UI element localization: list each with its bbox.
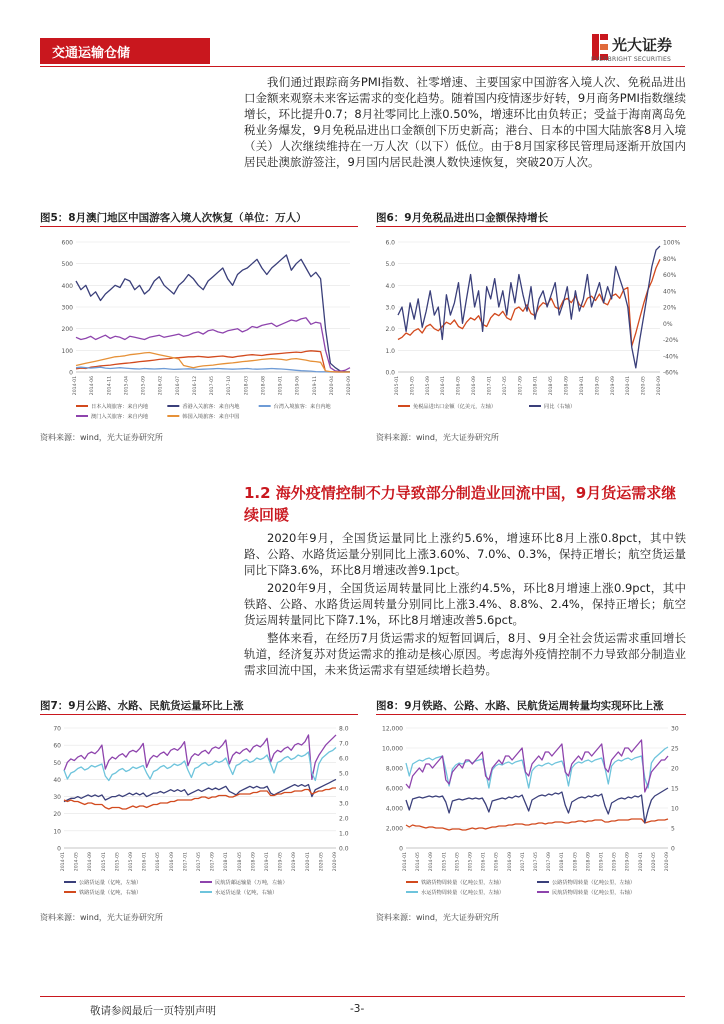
fig7-xtick: 2017-01 xyxy=(183,852,189,872)
fig5-xtick: 2019-06 xyxy=(295,376,301,396)
fig8-xtick: 2020-05 xyxy=(651,852,657,872)
fig5-legend-label: 台湾入境旅客：来自内地 xyxy=(273,404,331,411)
fig5-xtick: 2018-03 xyxy=(244,376,250,396)
fig6-ytick-right: 0% xyxy=(663,320,673,328)
fig5-xtick: 2019-01 xyxy=(278,376,284,396)
fig5-xtick: 2016-02 xyxy=(158,376,164,396)
fig7-xtick: 2020-01 xyxy=(305,852,311,872)
fig7-legend-label: 公路货运量（亿吨，左轴） xyxy=(79,880,142,887)
figure-8-rule xyxy=(376,714,686,715)
fig6-ytick-left: 0.0 xyxy=(385,369,395,377)
fig7-xtick: 2015-09 xyxy=(129,852,134,872)
fig7-xtick: 2017-09 xyxy=(210,852,216,872)
fig7-xtick: 2020-05 xyxy=(319,852,325,872)
fig5-series-line-4 xyxy=(76,318,350,372)
fig8-xtick: 2017-01 xyxy=(520,852,526,872)
fig6-xtick: 2016-09 xyxy=(472,376,478,396)
fig6-ytick-left: 5.0 xyxy=(385,261,395,269)
figure-6-title: 图6：9月免税品进出口金额保持增长 xyxy=(376,212,549,224)
logo-english: EVERBRIGHT SECURITIES xyxy=(591,56,671,63)
fig7-xtick: 2014-05 xyxy=(74,852,80,872)
fig6-xtick: 2018-09 xyxy=(564,376,570,396)
fig8-xtick: 2017-05 xyxy=(534,852,539,872)
fig6-xtick: 2018-01 xyxy=(533,376,539,396)
fig8-xtick: 2018-01 xyxy=(560,852,566,872)
fig8-legend-label: 民航货物周转量（亿吨公里，右轴） xyxy=(552,890,636,897)
fig8-series-line-3 xyxy=(406,747,668,788)
fig8-xtick: 2020-09 xyxy=(665,852,670,872)
fig8-legend-label: 铁路货物周转量（亿吨公里，左轴） xyxy=(421,880,505,887)
figure-5-source: 资料来源：wind，光大证券研究所 xyxy=(40,433,163,442)
figure-8-title: 图8：9月铁路、公路、水路、民航货运周转量均实现环比上涨 xyxy=(376,700,664,712)
figure-5 xyxy=(40,210,358,450)
figure-6 xyxy=(376,210,686,450)
fig8-xtick: 2017-09 xyxy=(547,852,553,872)
figure-7 xyxy=(40,698,358,928)
fig7-ytick-left: 20 xyxy=(53,811,61,819)
fig8-ytick-left: 8,000 xyxy=(385,765,403,773)
fig7-xtick: 2017-05 xyxy=(197,852,202,872)
fig6-xtick: 2017-09 xyxy=(518,376,524,396)
figure-5-chart xyxy=(40,232,358,428)
fig6-xtick: 2015-05 xyxy=(410,376,416,396)
fig5-ytick-left: 600 xyxy=(61,239,73,247)
fig7-ytick-left: 0 xyxy=(57,845,61,853)
fig6-legend-label: 免税品进出口金额（亿美元，左轴） xyxy=(413,404,497,411)
fig6-ytick-left: 3.0 xyxy=(385,304,395,312)
fig7-xtick: 2019-01 xyxy=(265,852,270,872)
fig8-ytick-right: 10 xyxy=(671,805,679,813)
fig6-xtick: 2019-01 xyxy=(579,376,585,396)
fig7-xtick: 2018-05 xyxy=(237,852,243,872)
fig8-xtick: 2016-01 xyxy=(481,852,487,872)
fig7-ytick-right: 5.0 xyxy=(339,770,349,778)
fig6-xtick: 2020-09 xyxy=(657,376,662,396)
fig6-ytick-left: 4.0 xyxy=(385,282,395,290)
fig7-xtick: 2016-05 xyxy=(156,852,162,872)
figure-6-rule xyxy=(376,226,686,227)
fig6-ytick-right: -60% xyxy=(663,369,679,377)
fig8-xtick: 2014-09 xyxy=(429,852,435,872)
fig8-ytick-left: 6,000 xyxy=(385,785,403,793)
fig7-xtick: 2015-05 xyxy=(115,852,121,872)
fig5-ytick-left: 300 xyxy=(61,304,73,312)
fig7-ytick-left: 70 xyxy=(53,725,61,733)
fig5-ytick-left: 500 xyxy=(61,261,73,269)
fig7-ytick-right: 2.0 xyxy=(339,815,349,823)
fig7-ytick-right: 6.0 xyxy=(339,755,349,763)
fig6-xtick: 2020-01 xyxy=(626,376,632,396)
figure-7-rule xyxy=(40,714,358,715)
fig6-xtick: 2020-05 xyxy=(641,376,647,396)
fig5-xtick: 2020-09 xyxy=(347,376,352,396)
fig8-xtick: 2015-05 xyxy=(455,852,461,872)
fig8-ytick-left: 12,000 xyxy=(382,725,403,733)
fig8-ytick-right: 15 xyxy=(671,785,679,793)
fig8-ytick-right: 25 xyxy=(671,745,679,753)
fig8-xtick: 2016-05 xyxy=(494,852,500,872)
fig5-ytick-left: 400 xyxy=(61,282,73,290)
fig5-xtick: 2014-11 xyxy=(107,376,113,396)
fig8-xtick: 2014-05 xyxy=(416,852,422,872)
fig5-xtick: 2020-04 xyxy=(329,376,335,396)
paragraph-1: 2020年9月，全国货运量同比上涨约5.6%，增速环比8月上涨0.8pct，其中铁路、公路、水路货运量分别同比上涨3.60%、7.0%、0.3%，保持正增长；航空货运量同比下降3.6%，环比8月增速改善9.1pct。 xyxy=(244,531,686,577)
fig8-xtick: 2016-09 xyxy=(507,852,513,872)
fig8-ytick-right: 0 xyxy=(671,845,675,853)
fig7-ytick-left: 50 xyxy=(53,759,61,767)
fig7-ytick-right: 8.0 xyxy=(339,725,349,733)
fig6-ytick-right: -40% xyxy=(663,353,679,361)
fig5-xtick: 2016-12 xyxy=(192,376,198,396)
fig8-ytick-left: 0 xyxy=(399,845,403,853)
fig7-legend-label: 水运货运量（亿吨，右轴） xyxy=(215,890,278,897)
fig7-legend-label: 铁路货运量（亿吨，右轴） xyxy=(79,890,142,897)
fig6-ytick-right: 40% xyxy=(663,288,677,296)
fig7-ytick-left: 40 xyxy=(53,776,61,784)
fig6-ytick-left: 2.0 xyxy=(385,326,395,334)
fig6-ytick-right: 20% xyxy=(663,304,677,312)
figure-7-title: 图7：9月公路、水路、民航货运量环比上涨 xyxy=(40,700,244,712)
fig8-ytick-left: 10,000 xyxy=(382,745,403,753)
fig8-xtick: 2018-05 xyxy=(573,852,579,872)
fig6-ytick-right: -20% xyxy=(663,337,679,344)
fig7-xtick: 2020-09 xyxy=(333,852,338,872)
figure-8 xyxy=(376,698,686,928)
fig5-ytick-left: 200 xyxy=(61,326,73,334)
fig7-ytick-left: 30 xyxy=(53,794,61,802)
fig5-xtick: 2019-11 xyxy=(312,376,318,396)
intro-text: 我们通过跟踪商务PMI指数、社零增速、主要国家中国游客入境人次、免税品进出口金额来观察未来客运需求的变化趋势。随着国内疫情逐步好转，9月商务PMI指数继续增长，环比提升0.7；8月社零同比上涨0.50%，增速环比由负转正；受益于海南离岛免税业务爆发，9月免税品进出口金额创下历史新高；港台、日本的中国大陆旅客8月入境（关）人次继续维持在一万人次（以下）低位。由于8月国家移民管理局逐渐开放国内居民赴澳旅游签注，9月国内居民赴澳人数快速恢复，突破20万人次。 xyxy=(244,75,686,169)
fig8-xtick: 2019-09 xyxy=(625,852,631,872)
intro-paragraph xyxy=(244,74,686,170)
fig8-series-line-1 xyxy=(406,819,668,830)
fig8-ytick-left: 2,000 xyxy=(385,825,403,833)
fig5-xtick: 2016-07 xyxy=(175,376,181,396)
fig5-legend-label: 日本入境旅客：来自内地 xyxy=(91,404,149,411)
fig5-legend-label: 香港入关旅客：来自内地 xyxy=(182,404,240,411)
fig7-xtick: 2014-09 xyxy=(88,852,94,872)
body-paragraphs xyxy=(244,530,686,678)
fig5-xtick: 2014-01 xyxy=(73,376,78,396)
fig7-xtick: 2016-09 xyxy=(169,852,175,872)
fig7-xtick: 2014-01 xyxy=(61,852,66,872)
fig7-ytick-left: 60 xyxy=(53,742,61,750)
figure-8-source: 资料来源：wind，光大证券研究所 xyxy=(376,913,499,922)
header-section-title: 交通运输仓储 xyxy=(52,46,131,61)
paragraph-2: 2020年9月，全国货运周转量同比上涨约4.5%，环比8月增速上涨0.9pct，其中铁路、公路、水路货运周转量分别同比上涨3.4%、8.8%、2.4%，保持正增长；航空货运周转量同比下降7.1%，环比8月增速改善5.6pct。 xyxy=(244,581,686,627)
fig5-xtick: 2017-10 xyxy=(227,376,233,396)
fig5-series-line-2 xyxy=(76,255,350,372)
fig7-ytick-right: 0.0 xyxy=(339,845,349,853)
fig6-ytick-left: 6.0 xyxy=(385,239,395,247)
fig6-ytick-left: 1.0 xyxy=(385,347,395,355)
fig7-ytick-right: 3.0 xyxy=(339,800,349,808)
fig5-xtick: 2014-06 xyxy=(90,376,96,396)
fig8-xtick: 2015-01 xyxy=(442,852,448,872)
fig7-ytick-right: 7.0 xyxy=(339,740,349,748)
fig6-xtick: 2015-09 xyxy=(425,376,431,396)
fig6-xtick: 2015-01 xyxy=(395,376,400,396)
fig6-ytick-right: 60% xyxy=(663,272,677,279)
fig7-xtick: 2019-09 xyxy=(292,852,298,872)
fig6-xtick: 2018-05 xyxy=(549,376,555,396)
fig6-xtick: 2019-05 xyxy=(595,376,601,396)
fig8-series-line-2 xyxy=(406,788,668,823)
page-number: -3- xyxy=(350,1003,365,1015)
fig5-series-line-3 xyxy=(76,367,350,372)
fig7-xtick: 2015-01 xyxy=(101,852,107,872)
figure-7-source: 资料来源：wind，光大证券研究所 xyxy=(40,913,163,922)
section-title: 1.2 海外疫情控制不力导致部分制造业回流中国，9月货运需求继续回暖 xyxy=(244,484,677,524)
fig7-ytick-left: 10 xyxy=(53,828,61,836)
header-divider xyxy=(40,66,685,67)
fig8-ytick-left: 4,000 xyxy=(385,805,403,813)
figure-6-chart xyxy=(376,232,686,428)
figure-5-title: 图5：8月澳门地区中国游客入境人次恢复（单位：万人） xyxy=(40,212,307,224)
fig7-ytick-right: 1.0 xyxy=(339,830,349,838)
fig8-xtick: 2019-01 xyxy=(599,852,605,872)
fig7-xtick: 2016-01 xyxy=(142,852,148,872)
fig8-ytick-right: 5 xyxy=(671,825,675,833)
fig7-xtick: 2019-05 xyxy=(278,852,284,872)
fig7-xtick: 2018-09 xyxy=(251,852,257,872)
fig5-ytick-left: 0 xyxy=(69,369,73,377)
fig7-legend-label: 民航货邮运输量（万吨，左轴） xyxy=(215,880,288,887)
fig6-ytick-right: 100% xyxy=(663,239,681,247)
figure-7-chart xyxy=(40,720,358,910)
fig5-legend-label: 澳门入关旅客：来自内地 xyxy=(91,414,149,421)
fig6-xtick: 2017-01 xyxy=(487,376,493,396)
fig7-xtick: 2018-01 xyxy=(224,852,230,872)
fig6-ytick-right: 80% xyxy=(663,255,677,263)
fig6-xtick: 2016-01 xyxy=(441,376,447,396)
logo-name: 光大证券 xyxy=(612,36,673,54)
footer-divider xyxy=(40,996,685,997)
fig5-xtick: 2017-05 xyxy=(210,376,215,396)
fig5-xtick: 2018-08 xyxy=(261,376,267,396)
figure-6-source: 资料来源：wind，光大证券研究所 xyxy=(376,433,499,442)
fig6-xtick: 2016-05 xyxy=(456,376,462,396)
fig8-xtick: 2015-09 xyxy=(468,852,474,872)
fig8-legend-label: 水运货物周转量（亿吨公里，左轴） xyxy=(421,890,505,897)
fig6-xtick: 2019-09 xyxy=(610,376,616,396)
fig8-xtick: 2020-01 xyxy=(638,852,644,872)
fig7-ytick-right: 4.0 xyxy=(339,785,349,793)
figure-8-chart xyxy=(376,720,686,910)
fig5-xtick: 2015-04 xyxy=(124,376,130,396)
paragraph-3: 整体来看，在经历7月货运需求的短暂回调后，8月、9月全社会货运需求重回增长轨道，经济复苏对货运需求的推动是核心原因。考虑海外疫情控制不力导致部分制造业需求回流中国，未来货运需求有望延续增长趋势。 xyxy=(244,631,686,677)
fig5-ytick-left: 100 xyxy=(61,347,73,355)
fig5-legend-label: 韩国入境旅客：来自中国 xyxy=(182,414,240,421)
fig6-xtick: 2017-05 xyxy=(502,376,508,396)
fig8-ytick-right: 30 xyxy=(671,725,679,733)
fig8-legend-label: 公路货物周转量（亿吨公里，左轴） xyxy=(552,880,636,887)
fig8-xtick: 2019-05 xyxy=(612,852,618,872)
fig8-ytick-right: 20 xyxy=(671,765,679,773)
footer-disclaimer: 敬请参阅最后一页特别声明 xyxy=(90,1005,216,1017)
fig8-xtick: 2018-09 xyxy=(586,852,592,872)
figure-5-rule xyxy=(40,226,358,227)
fig6-legend-label: 同比（右轴） xyxy=(544,404,576,411)
fig5-xtick: 2015-09 xyxy=(141,376,147,396)
fig8-xtick: 2014-01 xyxy=(403,852,408,872)
